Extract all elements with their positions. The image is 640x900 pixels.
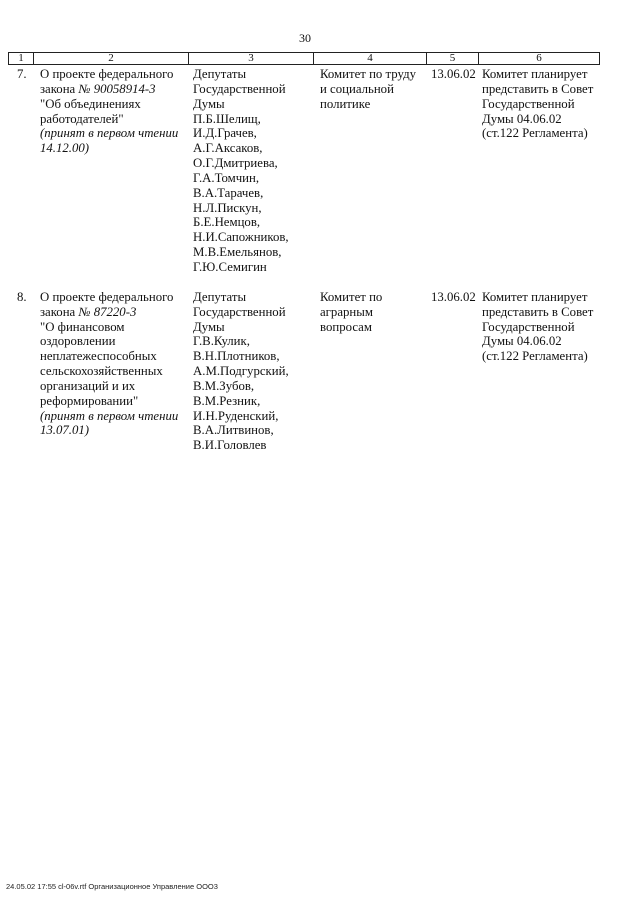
decision-line: Комитет планирует xyxy=(482,67,588,81)
column-number-3: 3 xyxy=(188,53,313,64)
committee-line: аграрным xyxy=(320,304,373,319)
author-line: Н.Л.Пискун, xyxy=(193,200,262,215)
page-number: 30 xyxy=(299,31,311,45)
bill-law-number: № 87220-3 xyxy=(78,304,137,319)
author-line: Думы xyxy=(193,319,225,334)
bill-title-line: "Об объединениях xyxy=(40,96,141,111)
first-reading-line: 14.12.00) xyxy=(40,141,90,156)
column-number-4: 4 xyxy=(313,53,426,64)
author-line: И.Д.Грачев, xyxy=(193,126,257,141)
row-number: 7. xyxy=(17,67,27,81)
bill-law-line xyxy=(40,82,188,97)
bill-title-line: сельскохозяйственных xyxy=(40,364,163,379)
column-number-6: 6 xyxy=(478,53,600,64)
bill-title-line: реформировании" xyxy=(40,393,139,408)
author-line: В.Н.Плотников, xyxy=(193,349,280,364)
authors-cell xyxy=(188,67,313,275)
decision-line: (ст.122 Регламента) xyxy=(482,349,588,364)
bill-intro: О проекте федерального xyxy=(40,289,174,304)
author-line: В.А.Тарачев, xyxy=(193,185,264,200)
decision-line: Думы 04.06.02 xyxy=(482,334,562,349)
author-line: Государственной xyxy=(193,304,286,319)
author-line: М.В.Емельянов, xyxy=(193,245,282,260)
column-number-1: 1 xyxy=(8,53,33,64)
author-line: Б.Е.Немцов, xyxy=(193,215,261,230)
bill-title-line: организаций и их xyxy=(40,378,136,393)
column-number-5: 5 xyxy=(426,53,478,64)
author-line: В.М.Зубов, xyxy=(193,378,255,393)
author-line: Г.Ю.Семигин xyxy=(193,259,267,274)
committee-cell xyxy=(313,290,426,335)
bill-cell xyxy=(33,67,188,156)
bill-title-line: неплатежеспособных xyxy=(40,349,157,364)
authors-cell xyxy=(188,290,313,453)
date-cell xyxy=(426,67,478,82)
bill-title-line: "О финансовом xyxy=(40,319,125,334)
author-line: А.М.Подгурский, xyxy=(193,364,289,379)
first-reading-line: 13.07.01) xyxy=(40,423,90,438)
column-number-2: 2 xyxy=(33,53,188,64)
author-line: Н.И.Сапожников, xyxy=(193,230,289,245)
bill-cell xyxy=(33,290,188,438)
decision-line: представить в Совет xyxy=(482,81,594,96)
author-line: И.Н.Руденский, xyxy=(193,408,279,423)
bill-law-number: № 90058914-3 xyxy=(78,81,156,96)
committee-line: политике xyxy=(320,96,371,111)
print-footer: 24.05.02 17:55 cl-06v.rtf Организационное Управление ООО3 xyxy=(6,882,218,891)
bill-law-word: закона xyxy=(40,304,76,319)
author-line: Думы xyxy=(193,96,225,111)
author-line: В.А.Литвинов, xyxy=(193,423,274,438)
decision-line: Комитет планирует xyxy=(482,289,588,304)
date-cell xyxy=(426,290,478,305)
bill-title-line: оздоровлении xyxy=(40,334,116,349)
date-value: 13.06.02 xyxy=(431,289,476,304)
author-line: О.Г.Дмитриева, xyxy=(193,156,278,171)
committee-cell xyxy=(313,67,426,112)
decision-line: Думы 04.06.02 xyxy=(482,111,562,126)
author-line: В.М.Резник, xyxy=(193,393,261,408)
table-body xyxy=(8,67,600,468)
author-line: В.И.Головлев xyxy=(193,438,267,453)
first-reading-line: (принят в первом чтении xyxy=(40,408,179,423)
bill-law-line xyxy=(40,305,188,320)
author-line: Г.В.Кулик, xyxy=(193,334,250,349)
bill-law-word: закона xyxy=(40,81,76,96)
decision-cell xyxy=(478,290,600,364)
table-row xyxy=(8,290,600,453)
committee-line: Комитет по xyxy=(320,289,383,304)
table-row xyxy=(8,67,600,275)
author-line: Депутаты xyxy=(193,67,247,81)
committee-line: вопросам xyxy=(320,319,372,334)
row-number: 8. xyxy=(17,289,27,304)
decision-line: (ст.122 Регламента) xyxy=(482,126,588,141)
first-reading-line: (принят в первом чтении xyxy=(40,126,179,141)
decision-cell xyxy=(478,67,600,141)
author-line: П.Б.Шелищ, xyxy=(193,111,261,126)
row-number-cell xyxy=(8,290,33,305)
decision-line: Государственной xyxy=(482,319,575,334)
author-line: Депутаты xyxy=(193,289,247,304)
decision-line: представить в Совет xyxy=(482,304,594,319)
decision-line: Государственной xyxy=(482,96,575,111)
committee-line: Комитет по труду xyxy=(320,67,416,81)
date-value: 13.06.02 xyxy=(431,67,476,81)
bill-title-line: работодателей" xyxy=(40,111,124,126)
bill-intro: О проекте федерального xyxy=(40,67,174,81)
table-header-row xyxy=(8,52,600,65)
author-line: А.Г.Аксаков, xyxy=(193,141,263,156)
row-number-cell xyxy=(8,67,33,82)
committee-line: и социальной xyxy=(320,81,394,96)
author-line: Государственной xyxy=(193,81,286,96)
author-line: Г.А.Томчин, xyxy=(193,170,260,185)
